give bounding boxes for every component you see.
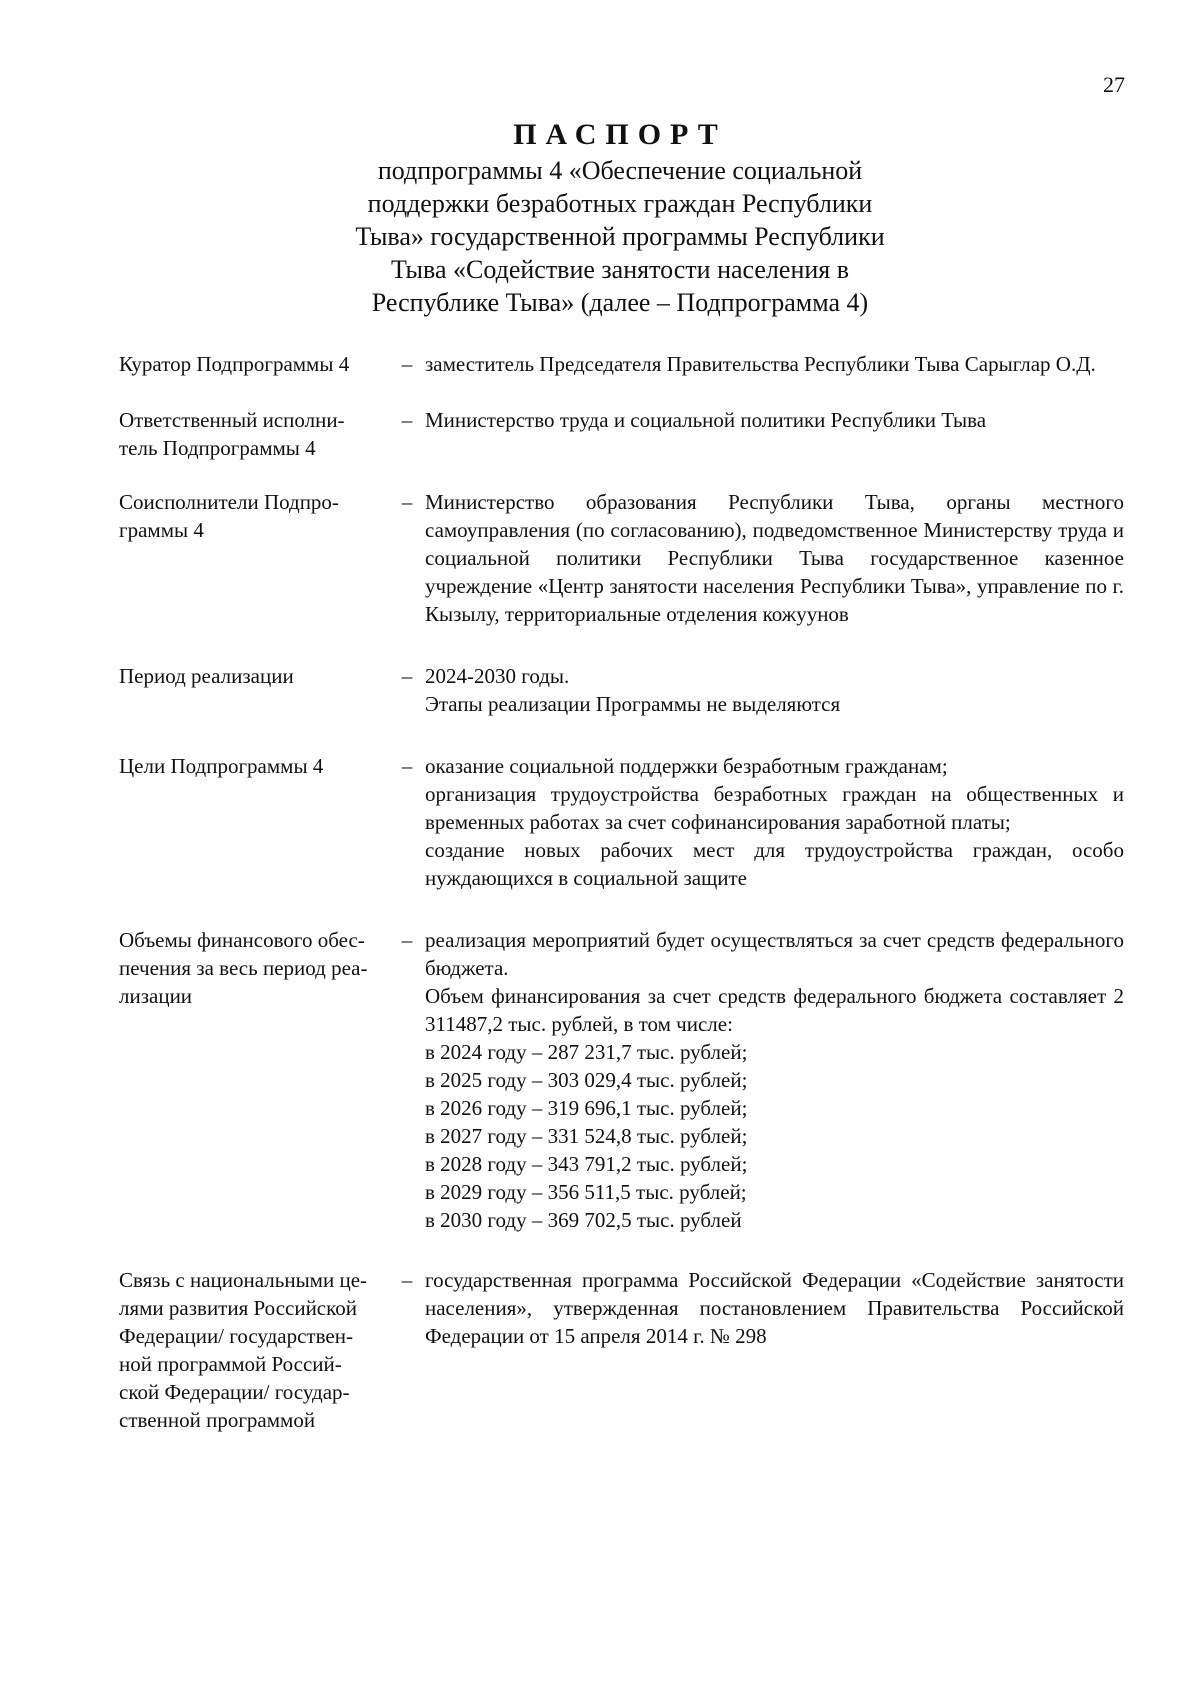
subtitle-line: Республике Тыва» (далее – Подпрограмма 4) bbox=[371, 288, 869, 317]
row-coexecutors bbox=[119, 488, 1124, 628]
subtitle-line: подпрограммы 4 «Обеспечение социальной bbox=[377, 156, 863, 185]
row-label bbox=[119, 926, 389, 1234]
row-content bbox=[425, 926, 1124, 1234]
label-line: Соисполнители Подпро- bbox=[119, 490, 339, 514]
financing-year-line: в 2028 году – 343 791,2 тыс. рублей; bbox=[425, 1152, 748, 1176]
content-line: Объем финансирования за счет средств федерального бюджета составляет 2 311487,2 тыс. рублей, в том числе: bbox=[425, 984, 1124, 1036]
label-line: печения за весь период реа- bbox=[119, 956, 368, 980]
content-line: создание новых рабочих мест для трудоустройства граждан, особо нуждающихся в социальной защите bbox=[425, 838, 1124, 890]
content-line: заместитель Председателя Правительства Республики Тыва Сарыглар О.Д. bbox=[425, 352, 1096, 376]
dash: – bbox=[401, 754, 413, 778]
content-line: Этапы реализации Программы не выделяются bbox=[425, 692, 841, 716]
financing-year-line: в 2029 году – 356 511,5 тыс. рублей; bbox=[425, 1180, 747, 1204]
label-line: Федерации/ государствен- bbox=[119, 1324, 353, 1348]
row-goals bbox=[119, 752, 1124, 892]
content-line: Министерство труда и социальной политики Республики Тыва bbox=[425, 408, 987, 432]
label-line: ственной программой bbox=[119, 1408, 316, 1432]
label-line: Период реализации bbox=[119, 664, 294, 688]
row-label bbox=[119, 1266, 389, 1434]
row-content bbox=[425, 1266, 1124, 1434]
content-line: государственная программа Российской Федерации «Содействие занятости населения», утвержденная постановлением Правительства Российской Федерации от 15 апреля 2014 г. № 298 bbox=[425, 1268, 1124, 1348]
row-label bbox=[119, 406, 389, 462]
dash: – bbox=[401, 352, 413, 376]
label-line: граммы 4 bbox=[119, 518, 204, 542]
row-period bbox=[119, 662, 1124, 718]
label-line: Цели Подпрограммы 4 bbox=[119, 754, 324, 778]
dash: – bbox=[401, 664, 413, 688]
label-line: Ответственный исполни- bbox=[119, 408, 345, 432]
row-content bbox=[425, 662, 1124, 718]
financing-year-line: в 2026 году – 319 696,1 тыс. рублей; bbox=[425, 1096, 748, 1120]
label-line: ной программой Россий- bbox=[119, 1352, 342, 1376]
dash: – bbox=[401, 408, 413, 432]
label-line: Куратор Подпрограммы 4 bbox=[119, 352, 350, 376]
content-line: Министерство образования Республики Тыва, органы местного самоуправления (по согласованию), подведомственное Министерству труда и социальной политики Республики Тыва государственное казенное учреждение «Центр занятости населения Республики Тыва», управление по г. Кызылу, территориальные отделения кожуунов bbox=[425, 490, 1124, 626]
passport-heading bbox=[0, 118, 1200, 319]
row-content bbox=[425, 752, 1124, 892]
label-line: ской Федерации/ государ- bbox=[119, 1380, 350, 1404]
row-label bbox=[119, 752, 389, 892]
label-line: Связь с национальными це- bbox=[119, 1268, 368, 1292]
content-line: организация трудоустройства безработных граждан на общественных и временных работах за счет софинансирования заработной платы; bbox=[425, 782, 1124, 834]
subtitle-line: Тыва» государственной программы Республики bbox=[355, 222, 885, 251]
label-line: лизации bbox=[119, 984, 193, 1008]
row-content bbox=[425, 406, 1124, 462]
row-label bbox=[119, 350, 389, 378]
row-label bbox=[119, 488, 389, 628]
financing-year-line: в 2027 году – 331 524,8 тыс. рублей; bbox=[425, 1124, 748, 1148]
dash: – bbox=[401, 1268, 413, 1292]
label-line: Объемы финансового обес- bbox=[119, 928, 365, 952]
row-financing bbox=[119, 926, 1124, 1234]
page-number: 27 bbox=[1103, 72, 1125, 97]
row-label bbox=[119, 662, 389, 718]
label-line: лями развития Российской bbox=[119, 1296, 358, 1320]
row-curator bbox=[119, 350, 1124, 378]
row-content bbox=[425, 488, 1124, 628]
row-content bbox=[425, 350, 1124, 378]
subtitle-line: поддержки безработных граждан Республики bbox=[367, 189, 873, 218]
content-line: реализация мероприятий будет осуществляться за счет средств федерального бюджета. bbox=[425, 928, 1124, 980]
document-title: ПАСПОРТ bbox=[513, 118, 727, 151]
financing-year-line: в 2024 году – 287 231,7 тыс. рублей; bbox=[425, 1040, 748, 1064]
dash: – bbox=[401, 490, 413, 514]
financing-year-line: в 2025 году – 303 029,4 тыс. рублей; bbox=[425, 1068, 748, 1092]
label-line: тель Подпрограммы 4 bbox=[119, 436, 316, 460]
content-line: оказание социальной поддержки безработным гражданам; bbox=[425, 754, 948, 778]
subtitle-line: Тыва «Содействие занятости населения в bbox=[390, 255, 850, 284]
content-line: 2024-2030 годы. bbox=[425, 664, 570, 688]
financing-year-line: в 2030 году – 369 702,5 тыс. рублей bbox=[425, 1208, 742, 1232]
dash: – bbox=[401, 928, 413, 952]
row-responsible bbox=[119, 406, 1124, 462]
row-national-goals bbox=[119, 1266, 1124, 1434]
passport-table bbox=[119, 350, 1124, 1434]
